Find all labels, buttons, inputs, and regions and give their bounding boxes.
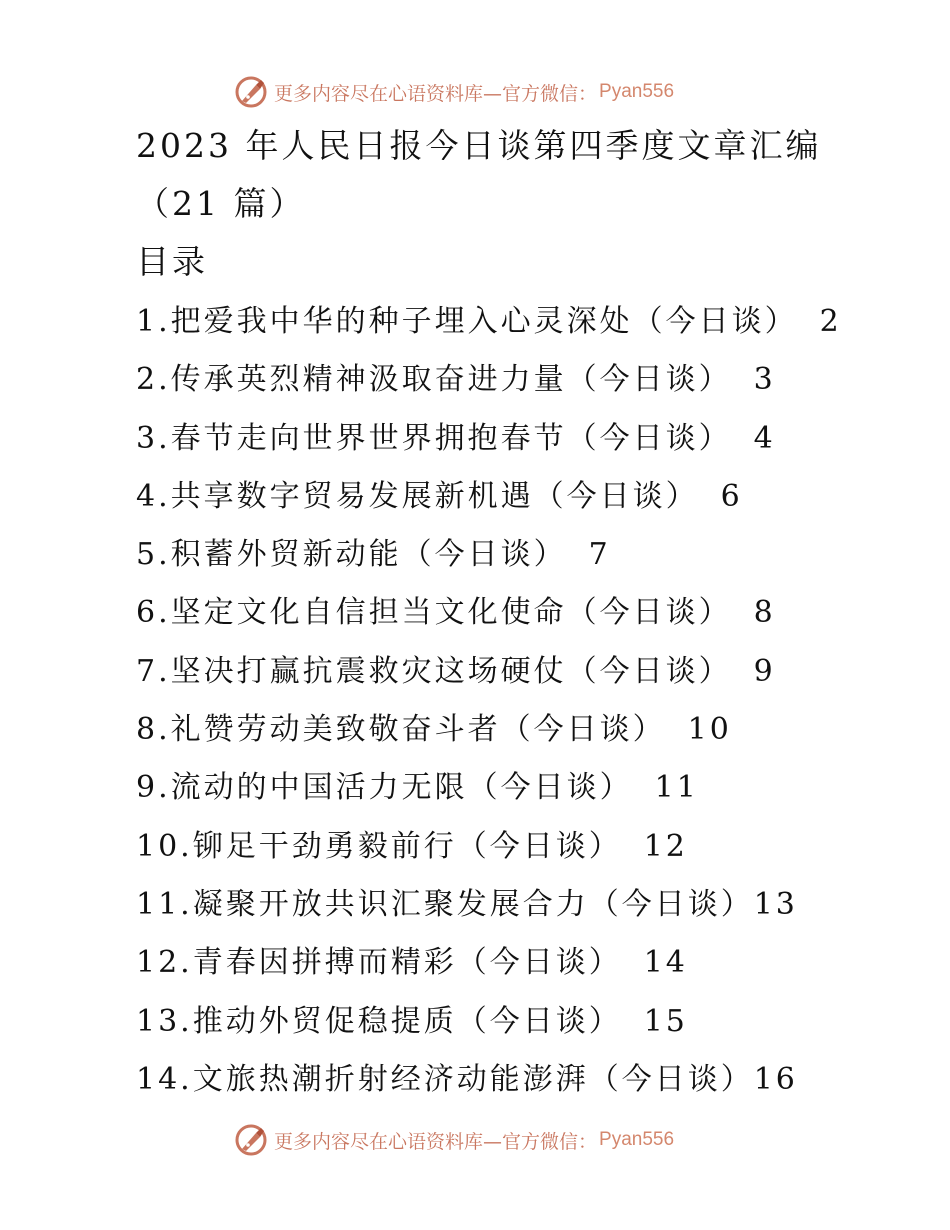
toc-item-page: 3 xyxy=(753,362,776,398)
toc-item[interactable] xyxy=(136,531,926,589)
toc-item[interactable] xyxy=(136,706,926,764)
toc-heading: 目录 xyxy=(136,242,208,281)
document-subtitle: （21 篇） xyxy=(136,184,306,223)
toc-item-label: 3.春节走向世界世界拥抱春节（今日谈） xyxy=(136,420,732,456)
toc-item-label: 12.青春因拼搏而精彩（今日谈） xyxy=(136,945,622,981)
toc-item[interactable] xyxy=(136,1056,926,1114)
toc-item-page: 14 xyxy=(643,945,688,981)
toc-item[interactable] xyxy=(136,939,926,997)
toc-item-label: 9.流动的中国活力无限（今日谈） xyxy=(136,770,633,806)
toc-item[interactable] xyxy=(136,881,926,939)
watermark-header xyxy=(234,72,754,112)
toc-item-label: 1.把爱我中华的种子埋入心灵深处（今日谈） xyxy=(136,304,798,339)
toc-item[interactable] xyxy=(136,298,926,356)
toc-item-page: 4 xyxy=(753,420,776,456)
toc-item-page: 9 xyxy=(753,653,776,689)
toc-item-label: 2.传承英烈精神汲取奋进力量（今日谈） xyxy=(136,362,732,398)
table-of-contents xyxy=(136,298,926,1114)
toc-item-page: 10 xyxy=(687,712,732,748)
watermark-text: 更多内容尽在心语资料库—官方微信： xyxy=(274,1130,598,1153)
toc-item-label: 8.礼赞劳动美致敬奋斗者（今日谈） xyxy=(136,712,666,748)
toc-item[interactable] xyxy=(136,823,926,881)
toc-item-label: 6.坚定文化自信担当文化使命（今日谈） xyxy=(136,595,732,631)
toc-item[interactable] xyxy=(136,473,926,531)
toc-item[interactable] xyxy=(136,356,926,414)
toc-item-page: 6 xyxy=(720,478,743,514)
watermark-text: 更多内容尽在心语资料库—官方微信： xyxy=(274,82,598,105)
toc-item-page: 8 xyxy=(753,595,776,631)
toc-item-page: 12 xyxy=(643,828,688,864)
toc-item-label: 14.文旅热潮折射经济动能澎湃（今日谈） xyxy=(136,1061,754,1097)
toc-item[interactable] xyxy=(136,589,926,647)
toc-item-label: 10.铆足干劲勇毅前行（今日谈） xyxy=(136,828,622,864)
toc-item-label: 11.凝聚开放共识汇聚发展合力（今日谈） xyxy=(136,886,754,922)
toc-item-label: 13.推动外贸促稳提质（今日谈） xyxy=(136,1003,622,1039)
watermark-handle: Pyan556 xyxy=(599,1129,675,1150)
watermark-footer xyxy=(234,1120,754,1160)
pen-nib-logo-icon xyxy=(234,1123,268,1157)
watermark-handle: Pyan556 xyxy=(599,81,675,102)
toc-item-page: 15 xyxy=(643,1003,688,1039)
toc-item-page: 2 xyxy=(819,304,842,339)
toc-item-label: 5.积蓄外贸新动能（今日谈） xyxy=(136,537,567,573)
toc-item-label: 7.坚决打赢抗震救灾这场硬仗（今日谈） xyxy=(136,653,732,689)
toc-item-label: 4.共享数字贸易发展新机遇（今日谈） xyxy=(136,478,699,514)
pen-nib-logo-icon xyxy=(234,75,268,109)
toc-item-page: 13 xyxy=(753,886,798,922)
toc-item[interactable] xyxy=(136,998,926,1056)
toc-item-page: 11 xyxy=(654,770,699,806)
toc-item-page: 7 xyxy=(588,537,611,573)
toc-item[interactable] xyxy=(136,415,926,473)
document-title: 2023 年人民日报今日谈第四季度文章汇编 xyxy=(136,126,822,165)
toc-item-page: 16 xyxy=(753,1061,798,1097)
toc-item[interactable] xyxy=(136,648,926,706)
toc-item[interactable] xyxy=(136,764,926,822)
